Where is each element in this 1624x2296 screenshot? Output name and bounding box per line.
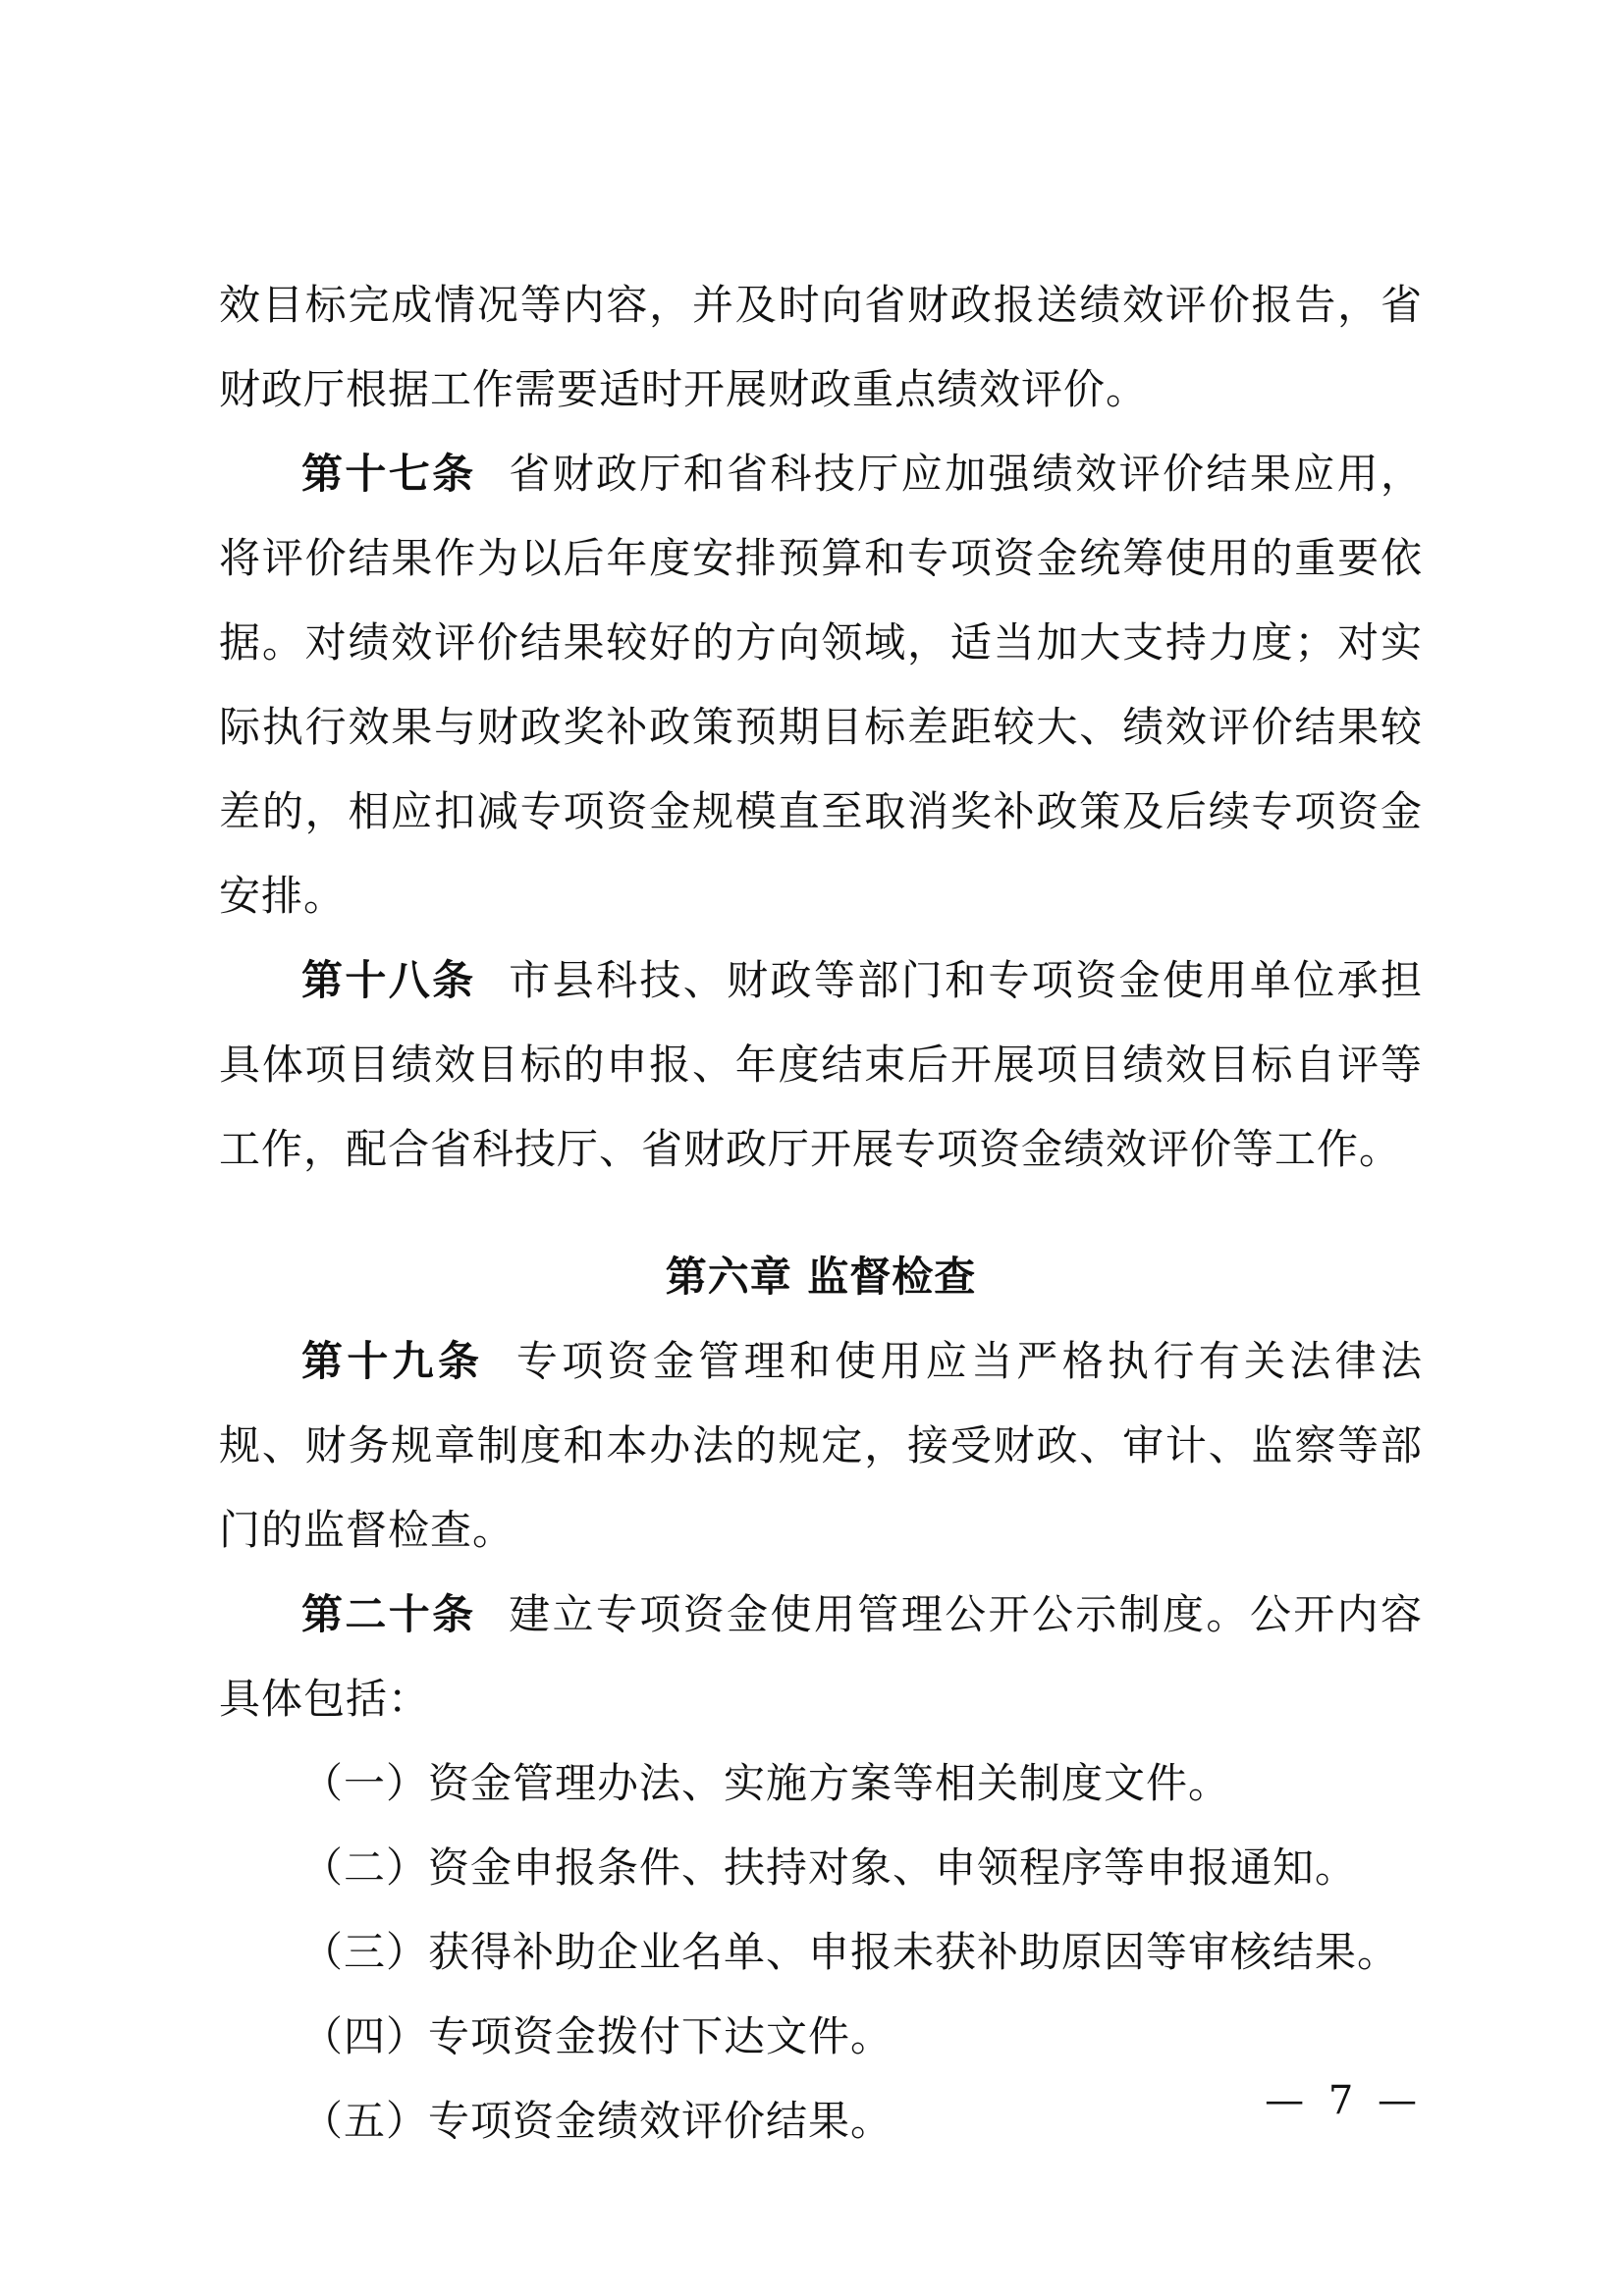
article-18-text: 市县科技、财政等部门和专项资金使用单位承担具体项目绩效目标的申报、年度结束后开展项目绩效目标自评等工作，配合省科技厅、省财政厅开展专项资金绩效评价等工作。 bbox=[219, 956, 1423, 1173]
page-number: — 7 — bbox=[1265, 2078, 1423, 2123]
article-19 bbox=[219, 1319, 1423, 1573]
article-17-text: 省财政厅和省科技厅应加强绩效评价结果应用，将评价结果作为以后年度安排预算和专项资金统筹使用的重要依据。对绩效评价结果较好的方向领域，适当加大支持力度；对实际执行效果与财政奖补政策预期目标差距较大、绩效评价结果较差的，相应扣减专项资金规模直至取消奖补政策及后续专项资金安排。 bbox=[219, 450, 1423, 920]
document-body bbox=[219, 263, 1423, 2163]
list-item: （三）获得补助企业名单、申报未获补助原因等审核结果。 bbox=[301, 1928, 1400, 1976]
list-item: （一）资金管理办法、实施方案等相关制度文件。 bbox=[301, 1759, 1231, 1807]
article-20-label: 第二十条 bbox=[301, 1590, 476, 1638]
article-20 bbox=[219, 1573, 1423, 1741]
chapter-6-heading: 第六章 监督检查 bbox=[665, 1253, 977, 1301]
article-19-label: 第十九条 bbox=[301, 1337, 484, 1385]
article-17-label: 第十七条 bbox=[301, 450, 476, 498]
article-17 bbox=[219, 432, 1423, 938]
article-20-text: 建立专项资金使用管理公开公示制度。公开内容具体包括： bbox=[219, 1590, 1423, 1723]
article-18-label: 第十八条 bbox=[301, 956, 476, 1004]
continuation-paragraph bbox=[219, 263, 1423, 432]
continuation-text: 效目标完成情况等内容，并及时向省财政报送绩效评价报告，省财政厅根据工作需要适时开展财政重点绩效评价。 bbox=[219, 281, 1423, 413]
list-item: （二）资金申报条件、扶持对象、申领程序等申报通知。 bbox=[301, 1843, 1358, 1892]
article-18 bbox=[219, 938, 1423, 1192]
list-item: （五）专项资金绩效评价结果。 bbox=[301, 2097, 893, 2145]
article-19-text: 专项资金管理和使用应当严格执行有关法律法规、财务规章制度和本办法的规定，接受财政、审计、监察等部门的监督检查。 bbox=[219, 1337, 1423, 1554]
list-item: （四）专项资金拨付下达文件。 bbox=[301, 2012, 893, 2060]
